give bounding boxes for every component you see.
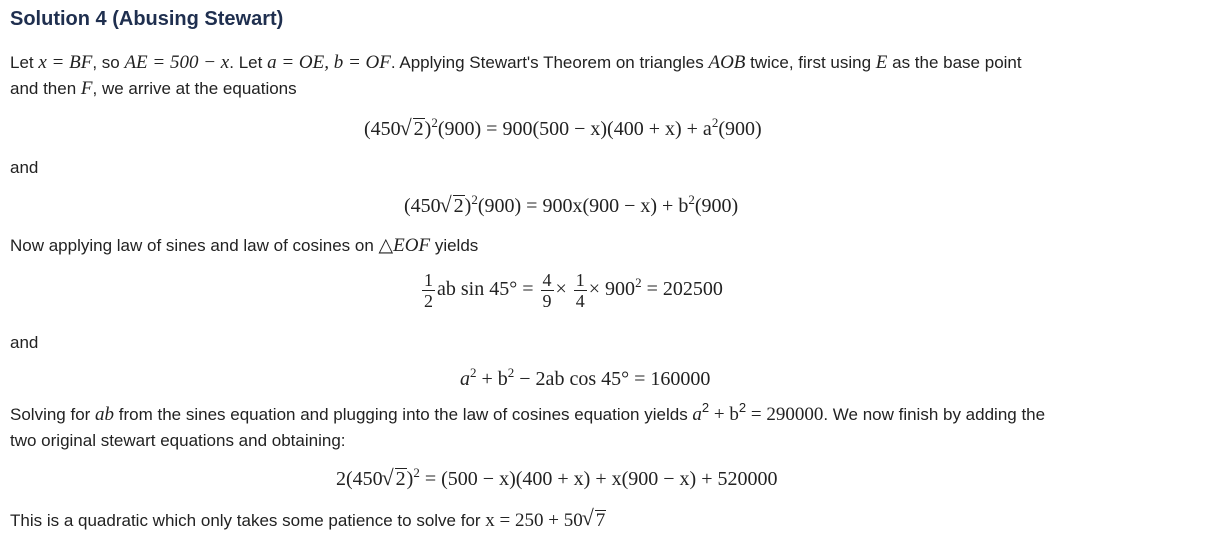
math-inline: = 290000 xyxy=(746,404,824,425)
exponent: 2 xyxy=(471,192,478,207)
paragraph-text: . We now finish by adding the xyxy=(823,405,1046,424)
eq-body: × 900 xyxy=(588,278,636,301)
cosines-equation xyxy=(460,365,711,391)
fraction xyxy=(422,270,435,311)
intro-text: , so xyxy=(92,53,125,72)
math-inline: AOB xyxy=(708,52,746,73)
radicand: 7 xyxy=(595,510,606,531)
radicand: 2 xyxy=(395,468,406,490)
paragraph-text: This is a quadratic which only takes some patience to solve for xyxy=(10,511,486,530)
paragraph-text: from the sines equation and plugging into the law of cosines equation yields xyxy=(114,405,693,424)
intro-text: as the base point xyxy=(887,53,1022,72)
denominator: 4 xyxy=(575,291,585,311)
eq-end: (900) xyxy=(718,118,762,140)
exponent: 2 xyxy=(688,192,695,207)
sqrt-symbol xyxy=(441,195,465,218)
paragraph-text: yields xyxy=(430,236,479,255)
sqrt-symbol xyxy=(383,468,407,491)
math-inline: x = BF xyxy=(38,52,93,73)
eq-body: ) xyxy=(406,468,414,490)
intro-text: twice, first using xyxy=(745,53,876,72)
solving-line-1 xyxy=(10,402,1045,428)
denominator: 2 xyxy=(424,291,433,311)
exponent: 2 xyxy=(711,115,719,130)
stewart-equation-2: (450√ $2)^2(900) = 900x(900 - x) + b^2(900)$ xyxy=(404,195,738,218)
eq-number: 450 xyxy=(370,118,401,140)
intro-line-2 xyxy=(10,76,297,102)
intro-text: and then xyxy=(10,79,81,98)
math-inline: a = OE, b = OF xyxy=(267,52,391,73)
eq-end: = 202500 xyxy=(641,278,723,301)
intro-text: . Applying Stewart's Theorem on triangles xyxy=(390,53,709,72)
math-inline: AE = 500 − x xyxy=(124,52,230,73)
solution-title: Solution 4 (Abusing Stewart) xyxy=(10,8,284,30)
exponent: 2 xyxy=(738,400,747,415)
eq-body: (900) = 900x(900 − x) + b xyxy=(477,195,689,217)
math-inline: F xyxy=(80,78,93,99)
times-sign: × xyxy=(555,278,567,301)
eq-end: − 2ab cos 45° = 160000 xyxy=(514,368,711,390)
denominator: 9 xyxy=(542,291,552,311)
solving-line-2: two original stewart equations and obtaining: xyxy=(10,431,346,450)
math-inline: x = 250 + 50 xyxy=(485,510,583,531)
fraction xyxy=(541,270,554,311)
sqrt-symbol xyxy=(583,508,607,534)
intro-text: Let xyxy=(10,53,39,72)
math-inline: a xyxy=(692,404,702,425)
eq-body: 2(450 xyxy=(336,468,383,490)
fraction xyxy=(574,270,587,311)
eq-body: (900) = 900(500 − x)(400 + x) + a xyxy=(437,118,712,140)
numerator: 1 xyxy=(424,270,433,290)
paragraph-text: Now applying law of sines and law of cosines on xyxy=(10,236,379,255)
exponent: 2 xyxy=(470,365,477,380)
math-inline: ab xyxy=(95,404,115,425)
paragraph-text: Solving for xyxy=(10,405,96,424)
exponent: 2 xyxy=(635,275,642,291)
exponent: 2 xyxy=(701,400,710,415)
eq-end: = (500 − x)(400 + x) + x(900 − x) + 520000 xyxy=(419,468,778,490)
numerator: 4 xyxy=(542,270,552,290)
sqrt-symbol xyxy=(401,118,425,141)
exponent: 2 xyxy=(431,115,438,130)
eq-number: 450 xyxy=(410,195,441,217)
intro-text: , we arrive at the equations xyxy=(92,79,297,98)
exponent: 2 xyxy=(507,365,515,380)
sines-cosines-line xyxy=(10,233,478,259)
and-text-2: and xyxy=(10,333,39,352)
math-inline: E xyxy=(875,52,888,73)
eq-body: ab sin 45° = xyxy=(437,278,534,301)
and-text-1: and xyxy=(10,158,39,177)
eq-end: (900) xyxy=(694,195,739,217)
sines-equation xyxy=(420,270,723,311)
conclusion-line xyxy=(10,508,606,534)
radicand: 2 xyxy=(453,195,464,217)
variable: a xyxy=(460,368,470,390)
radicand: 2 xyxy=(413,118,424,140)
intro-line-1 xyxy=(10,50,1022,76)
stewart-equation-1: (450√ $2)^2(900) = 900(500 - x)(400 + x) + a^2(900)$ xyxy=(364,118,762,141)
exponent: 2 xyxy=(413,465,420,480)
eq-body: + b xyxy=(476,368,508,390)
intro-text: . Let xyxy=(229,53,268,72)
sum-equation xyxy=(336,465,778,491)
math-inline: △EOF xyxy=(378,235,431,256)
math-inline: + b xyxy=(709,404,739,425)
numerator: 1 xyxy=(575,270,585,290)
